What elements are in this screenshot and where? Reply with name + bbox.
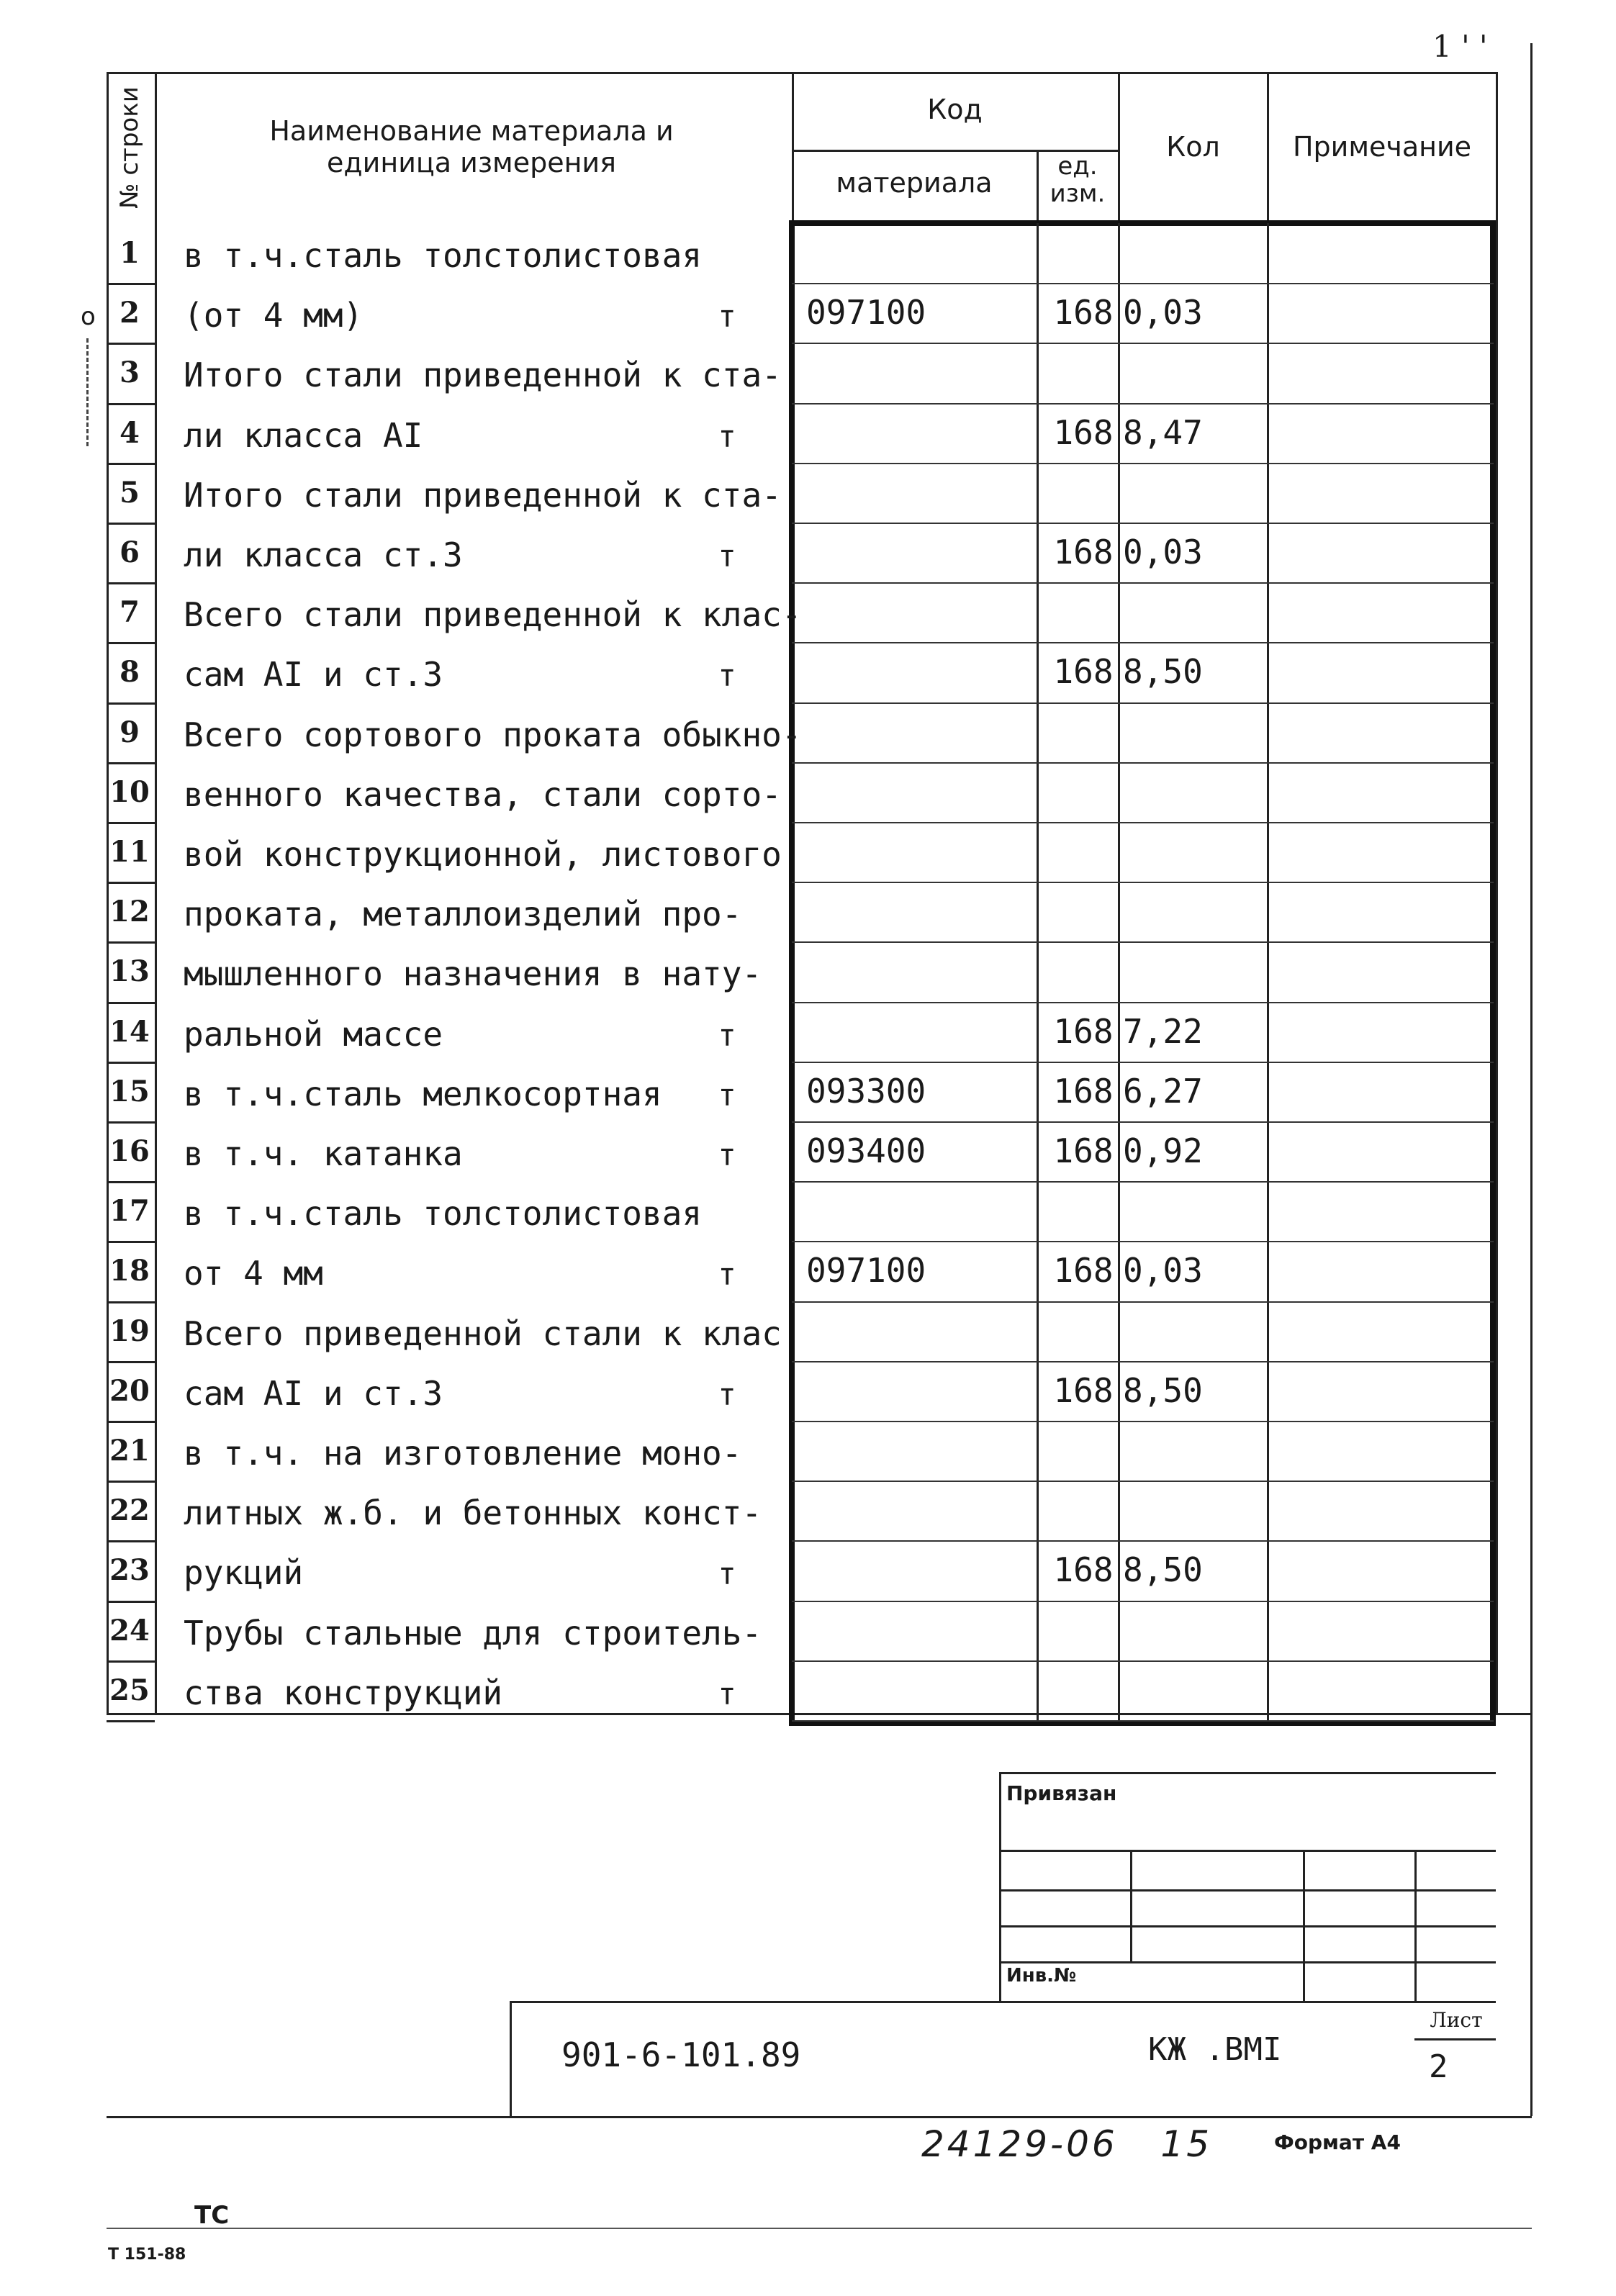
material-name: мышленного назначения в нату- xyxy=(184,954,762,994)
grid-line xyxy=(792,642,1494,643)
row-separator xyxy=(107,642,155,644)
row-separator xyxy=(107,1301,155,1303)
row-separator xyxy=(107,1002,155,1004)
row-separator xyxy=(107,1241,155,1243)
material-name: ли класса ст.3 xyxy=(184,535,463,574)
tc-mark: ТС xyxy=(194,2201,230,2230)
stamp-line-2 xyxy=(999,1889,1496,1892)
unit-code: 168 xyxy=(1053,652,1114,692)
grid-line xyxy=(792,1301,1494,1303)
material-name: литных ж.б. и бетонных конст- xyxy=(184,1493,762,1533)
unit-of-measure: т xyxy=(718,1257,736,1293)
row-separator xyxy=(107,882,155,884)
row-separator xyxy=(107,702,155,705)
quantity: 0,03 xyxy=(1123,1251,1203,1291)
code-header: Код xyxy=(927,94,983,125)
stamp-vline-3 xyxy=(1414,1850,1417,2001)
stamp-vline-1 xyxy=(1130,1850,1132,1961)
material-code: 097100 xyxy=(806,293,926,333)
grid-line xyxy=(792,1660,1494,1662)
row-number: 25 xyxy=(109,1673,150,1707)
grid-line xyxy=(792,702,1494,704)
title-left-line xyxy=(510,2001,512,2116)
sheet-label: Лист xyxy=(1430,2008,1483,2032)
row-separator xyxy=(107,1361,155,1363)
unit-of-measure: т xyxy=(718,658,736,694)
table-right-line xyxy=(1496,72,1498,1713)
qty-col-line xyxy=(1267,223,1269,1720)
material-name: в т.ч.сталь мелкосортная xyxy=(184,1074,662,1113)
row-number: 16 xyxy=(109,1134,150,1168)
unit-code: 168 xyxy=(1053,293,1114,333)
row-number: 2 xyxy=(119,296,140,330)
unit-of-measure: т xyxy=(718,299,736,335)
grid-line xyxy=(792,1720,1494,1722)
material-name: Трубы стальные для строитель- xyxy=(184,1613,762,1653)
quantity: 7,22 xyxy=(1123,1011,1203,1051)
grid-line xyxy=(792,1181,1494,1183)
row-separator xyxy=(107,1481,155,1483)
corner-mark: 1 ' ' xyxy=(1432,29,1488,64)
row-separator xyxy=(107,1181,155,1183)
grid-line xyxy=(792,1421,1494,1422)
grid-line xyxy=(792,1540,1494,1542)
quantity: 8,50 xyxy=(1123,1370,1203,1410)
material-name: в т.ч.сталь толстолистовая xyxy=(184,236,703,275)
punch-hole-mark: o xyxy=(81,302,96,331)
title-top-line xyxy=(510,2001,1496,2003)
sheet-number: 2 xyxy=(1429,2048,1448,2085)
format-label: Формат А4 xyxy=(1274,2130,1401,2154)
row-separator xyxy=(107,1062,155,1064)
sheet-sep-line xyxy=(1414,2038,1496,2040)
material-name: проката, металлоизделий про- xyxy=(184,895,742,934)
row-number: 4 xyxy=(119,415,140,450)
material-name: вой конструкционной, листового xyxy=(184,835,782,874)
row-number: 12 xyxy=(109,895,150,929)
unit-of-measure: т xyxy=(718,1376,736,1412)
row-number: 17 xyxy=(109,1194,150,1229)
material-name: от 4 мм xyxy=(184,1254,323,1293)
archive-number: 24129-06 15 xyxy=(921,2123,1213,2165)
row-number: 15 xyxy=(109,1074,150,1108)
data-frame-top xyxy=(789,220,1496,226)
material-name: сам АI и ст.3 xyxy=(184,655,443,695)
row-number: 6 xyxy=(119,535,140,569)
row-number: 11 xyxy=(109,835,150,869)
quantity: 0,03 xyxy=(1123,533,1203,571)
unit-of-measure: т xyxy=(718,1556,736,1592)
grid-line xyxy=(792,403,1494,404)
unit-code: 168 xyxy=(1053,412,1114,452)
quantity: 0,92 xyxy=(1123,1131,1203,1170)
name-header: Наименование материала и единица измерения xyxy=(269,115,674,178)
row-number: 5 xyxy=(119,475,140,510)
material-name: сам АI и ст.3 xyxy=(184,1373,443,1413)
row-number: 10 xyxy=(109,774,150,809)
page-bottom-line xyxy=(107,2228,1532,2229)
stamp-left-line xyxy=(999,1772,1001,2001)
unit-header: ед. изм. xyxy=(1050,152,1106,208)
grid-line xyxy=(792,463,1494,464)
material-name: в т.ч. на изготовление моно- xyxy=(184,1434,742,1473)
row-number-header: № строки xyxy=(115,86,144,209)
table-bottom-extend-line xyxy=(107,1713,1532,1715)
unit-of-measure: т xyxy=(718,1676,736,1712)
row-separator xyxy=(107,463,155,465)
document-mark: КЖ .ВМI xyxy=(1148,2031,1282,2068)
grid-line xyxy=(792,1241,1494,1242)
material-name: венного качества, стали сорто- xyxy=(184,774,782,814)
unit-code: 168 xyxy=(1053,1131,1114,1170)
grid-line xyxy=(792,582,1494,584)
quantity: 6,27 xyxy=(1123,1071,1203,1111)
material-name: рукций xyxy=(184,1553,304,1593)
row-separator xyxy=(107,343,155,345)
stamp-top-line xyxy=(999,1772,1496,1774)
row-separator xyxy=(107,1720,155,1722)
material-name: ли класса АI xyxy=(184,415,423,455)
material-name: в т.ч.сталь толстолистовая xyxy=(184,1194,703,1234)
grid-line xyxy=(792,523,1494,524)
cut-line xyxy=(86,338,89,446)
grid-line xyxy=(792,1121,1494,1123)
stamp-line-4 xyxy=(999,1961,1496,1963)
unit-code: 168 xyxy=(1053,1251,1114,1291)
row-separator xyxy=(107,1540,155,1542)
bottom-frame-line xyxy=(107,2116,1532,2118)
unit-code: 168 xyxy=(1053,1550,1114,1590)
data-frame-right xyxy=(1490,220,1496,1726)
material-name: Итого стали приведенной к ста- xyxy=(184,356,782,395)
note-header: Примечание xyxy=(1292,131,1472,163)
material-name: (от 4 мм) xyxy=(184,296,364,335)
row-number: 20 xyxy=(109,1373,150,1408)
header-top-line xyxy=(107,72,1496,74)
material-name: Всего стали приведенной к клас- xyxy=(184,595,802,635)
document-code: 901-6-101.89 xyxy=(561,2035,801,2074)
row-separator xyxy=(107,822,155,824)
row-number: 22 xyxy=(109,1493,150,1528)
material-col-line xyxy=(1037,223,1039,1720)
row-separator xyxy=(107,1421,155,1423)
inv-no-label: Инв.№ xyxy=(1006,1965,1077,1987)
unit-of-measure: т xyxy=(718,1017,736,1053)
grid-line xyxy=(792,283,1494,284)
row-separator xyxy=(107,762,155,764)
quantity: 8,50 xyxy=(1123,652,1203,692)
grid-line xyxy=(792,941,1494,943)
row-separator xyxy=(107,1660,155,1663)
quantity: 8,47 xyxy=(1123,412,1203,452)
quantity: 0,03 xyxy=(1123,293,1203,333)
material-name: в т.ч. катанка xyxy=(184,1134,463,1173)
stamp-line-1 xyxy=(999,1850,1496,1852)
material-code: 097100 xyxy=(806,1251,926,1291)
row-number: 1 xyxy=(119,236,140,270)
material-name: ральной массе xyxy=(184,1014,443,1054)
grid-line xyxy=(792,882,1494,883)
material-name: Всего сортового проката обыкно- xyxy=(184,715,802,754)
row-separator xyxy=(107,283,155,285)
right-frame-line xyxy=(1530,43,1533,2116)
row-separator xyxy=(107,403,155,405)
data-frame-left xyxy=(789,220,795,1726)
row-number: 9 xyxy=(119,715,140,749)
grid-line xyxy=(792,1601,1494,1602)
row-number: 18 xyxy=(109,1254,150,1288)
row-separator xyxy=(107,523,155,525)
unit-code: 168 xyxy=(1053,1071,1114,1111)
material-header: материала xyxy=(836,167,993,199)
grid-line xyxy=(792,1361,1494,1362)
row-number: 13 xyxy=(109,954,150,989)
row-number: 3 xyxy=(119,356,140,390)
material-name: ства конструкций xyxy=(184,1673,503,1712)
privyazan-label: Привязан xyxy=(1006,1781,1117,1805)
qty-header: Кол xyxy=(1166,131,1220,163)
unit-of-measure: т xyxy=(718,1077,736,1113)
grid-line xyxy=(792,1062,1494,1063)
row-number: 21 xyxy=(109,1434,150,1468)
unit-of-measure: т xyxy=(718,538,736,574)
row-separator xyxy=(107,941,155,944)
row-separator xyxy=(107,1601,155,1603)
row-separator xyxy=(107,1121,155,1124)
material-code: 093300 xyxy=(806,1071,926,1111)
material-name: Всего приведенной стали к клас xyxy=(184,1314,782,1353)
row-number: 23 xyxy=(109,1553,150,1588)
form-code: Т 151-88 xyxy=(108,2246,186,2264)
row-separator xyxy=(107,582,155,584)
quantity: 8,50 xyxy=(1123,1550,1203,1590)
unit-code: 168 xyxy=(1053,1011,1114,1051)
row-number: 14 xyxy=(109,1014,150,1049)
row-number: 8 xyxy=(119,655,140,690)
grid-line xyxy=(792,762,1494,764)
grid-line xyxy=(792,343,1494,344)
row-number: 19 xyxy=(109,1314,150,1348)
unit-code: 168 xyxy=(1053,1370,1114,1410)
grid-line xyxy=(792,1481,1494,1482)
rownum-col-line xyxy=(155,72,157,1713)
stamp-line-3 xyxy=(999,1925,1496,1927)
row-number: 7 xyxy=(119,595,140,630)
grid-line xyxy=(792,1002,1494,1003)
material-code: 093400 xyxy=(806,1131,926,1170)
grid-line xyxy=(792,822,1494,823)
stamp-vline-2 xyxy=(1303,1850,1305,2001)
material-name: Итого стали приведенной к ста- xyxy=(184,475,782,515)
row-number: 24 xyxy=(109,1613,150,1648)
unit-code: 168 xyxy=(1053,533,1114,571)
unit-of-measure: т xyxy=(718,418,736,454)
unit-of-measure: т xyxy=(718,1137,736,1172)
